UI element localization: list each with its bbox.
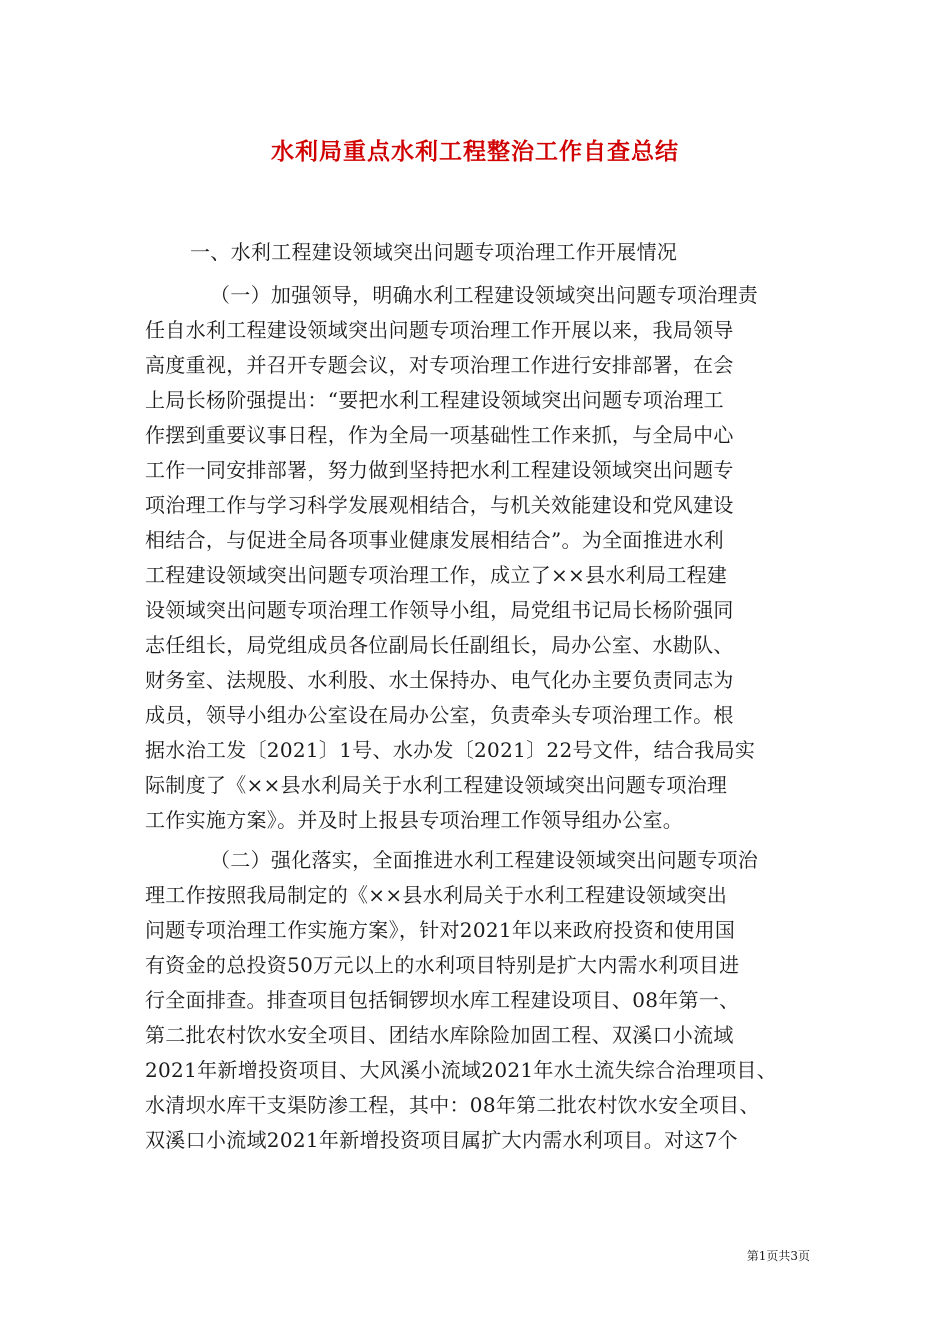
paragraph-line: 工程建设领域突出问题专项治理工作，成立了××县水利局工程建 [145,563,728,587]
paragraph-line: 高度重视，并召开专题会议，对专项治理工作进行安排部署，在会 [145,353,734,377]
paragraph-line: 行全面排查。排查项目包括铜锣坝水库工程建设项目、08年第一、 [145,988,740,1012]
section-heading: 一、水利工程建设领域突出问题专项治理工作开展情况 [190,240,678,264]
paragraph-line: 问题专项治理工作实施方案》，针对2021年以来政府投资和使用国 [145,918,736,942]
paragraph-line: 水清坝水库干支渠防渗工程，其中：08年第二批农村饮水安全项目、 [145,1093,760,1117]
paragraph-line: 有资金的总投资50万元以上的水利项目特别是扩大内需水利项目进 [145,953,740,977]
paragraph-line: 任自水利工程建设领域突出问题专项治理工作开展以来，我局领导 [145,318,734,342]
paragraph-line: （一）加强领导，明确水利工程建设领域突出问题专项治理责 [210,283,759,307]
paragraph-line: 2021年新增投资项目、大风溪小流域2021年水土流失综合治理项目、 [145,1058,777,1082]
paragraph-line: 设领域突出问题专项治理工作领导小组，局党组书记局长杨阶强同 [145,598,734,622]
paragraph-line: 工作一同安排部署，努力做到坚持把水利工程建设领域突出问题专 [145,458,734,482]
paragraph-line: 双溪口小流域2021年新增投资项目属扩大内需水利项目。对这7个 [145,1128,738,1152]
paragraph-line: 上局长杨阶强提出：“要把水利工程建设领域突出问题专项治理工 [145,388,724,412]
paragraph-line: 理工作按照我局制定的《××县水利局关于水利工程建设领域突出 [145,883,728,907]
paragraph-line: 工作实施方案》。并及时上报县专项治理工作领导组办公室。 [145,808,684,832]
paragraph-line: （二）强化落实，全面推进水利工程建设领域突出问题专项治 [210,848,759,872]
paragraph-line: 志任组长，局党组成员各位副局长任副组长，局办公室、水勘队、 [145,633,734,657]
paragraph-line: 成员，领导小组办公室设在局办公室，负责牵头专项治理工作。根 [145,703,734,727]
paragraph-line: 项治理工作与学习科学发展观相结合，与机关效能建设和党风建设 [145,493,734,517]
page-number: 第1页共3页 [746,1249,810,1263]
paragraph-line: 第二批农村饮水安全项目、团结水库除险加固工程、双溪口小流域 [145,1023,734,1047]
paragraph-line: 相结合，与促进全局各项事业健康发展相结合”。为全面推进水利 [145,528,724,552]
paragraph-line: 作摆到重要议事日程，作为全局一项基础性工作来抓，与全局中心 [145,423,734,447]
paragraph-line: 财务室、法规股、水利股、水土保持办、电气化办主要负责同志为 [145,668,734,692]
paragraph-line: 据水治工发〔2021〕1号、水办发〔2021〕22号文件，结合我局实 [145,738,756,762]
page-title: 水利局重点水利工程整治工作自查总结 [271,139,679,165]
paragraph-line: 际制度了《××县水利局关于水利工程建设领域突出问题专项治理 [145,773,728,797]
